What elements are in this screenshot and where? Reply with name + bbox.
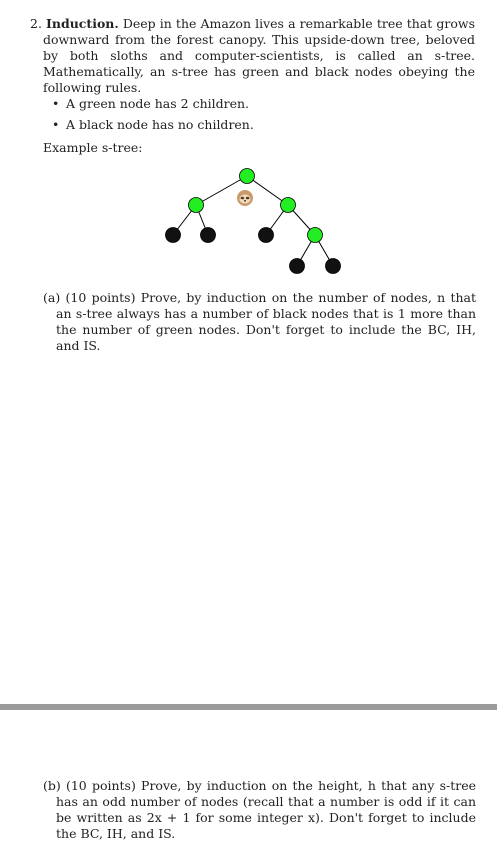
part-a-label: (a) (43, 290, 61, 305)
green-node (308, 228, 323, 243)
problem-heading: Induction. (46, 16, 119, 31)
page-separator (0, 704, 497, 710)
green-node (240, 169, 255, 184)
sloth-icon (237, 190, 253, 206)
part-a-points: (10 points) (65, 290, 136, 305)
green-node (281, 198, 296, 213)
part-b-points: (10 points) (65, 778, 136, 793)
part-a-text: Prove, by induction on the number of nodes, n that an s-tree always has a number of black nodes that is 1 more than the number of green nodes. Don't forget to include the BC, IH, and IS. (56, 290, 476, 353)
bullet-icon: • (52, 117, 60, 132)
example-label: Example s-tree: (43, 140, 143, 155)
rule-text: A green node has 2 children. (66, 96, 250, 111)
black-node (326, 259, 341, 274)
part-b-label: (b) (43, 778, 61, 793)
part-a (43, 290, 476, 354)
problem-text: Deep in the Amazon lives a remarkable tree that grows downward from the forest canopy. This upside-down tree, beloved by both sloths and computer-scientists, is called an s-tree. Mathematically, an s-tree has green and black nodes obeying the following rules. (43, 16, 475, 95)
part-b (43, 778, 476, 842)
part-b-text: Prove, by induction on the height, h that any s-tree has an odd number of nodes (recall that a number is odd if it can be written as 2x + 1 for some integer x). Don't forget to include the BC, IH, and IS. (56, 778, 476, 841)
green-node (189, 198, 204, 213)
black-node (166, 228, 181, 243)
black-node (201, 228, 216, 243)
bullet-icon: • (52, 96, 60, 111)
black-node (290, 259, 305, 274)
black-node (259, 228, 274, 243)
rule-text: A black node has no children. (66, 117, 254, 132)
s-tree-diagram (0, 0, 497, 290)
problem-number: 2. (30, 16, 42, 31)
